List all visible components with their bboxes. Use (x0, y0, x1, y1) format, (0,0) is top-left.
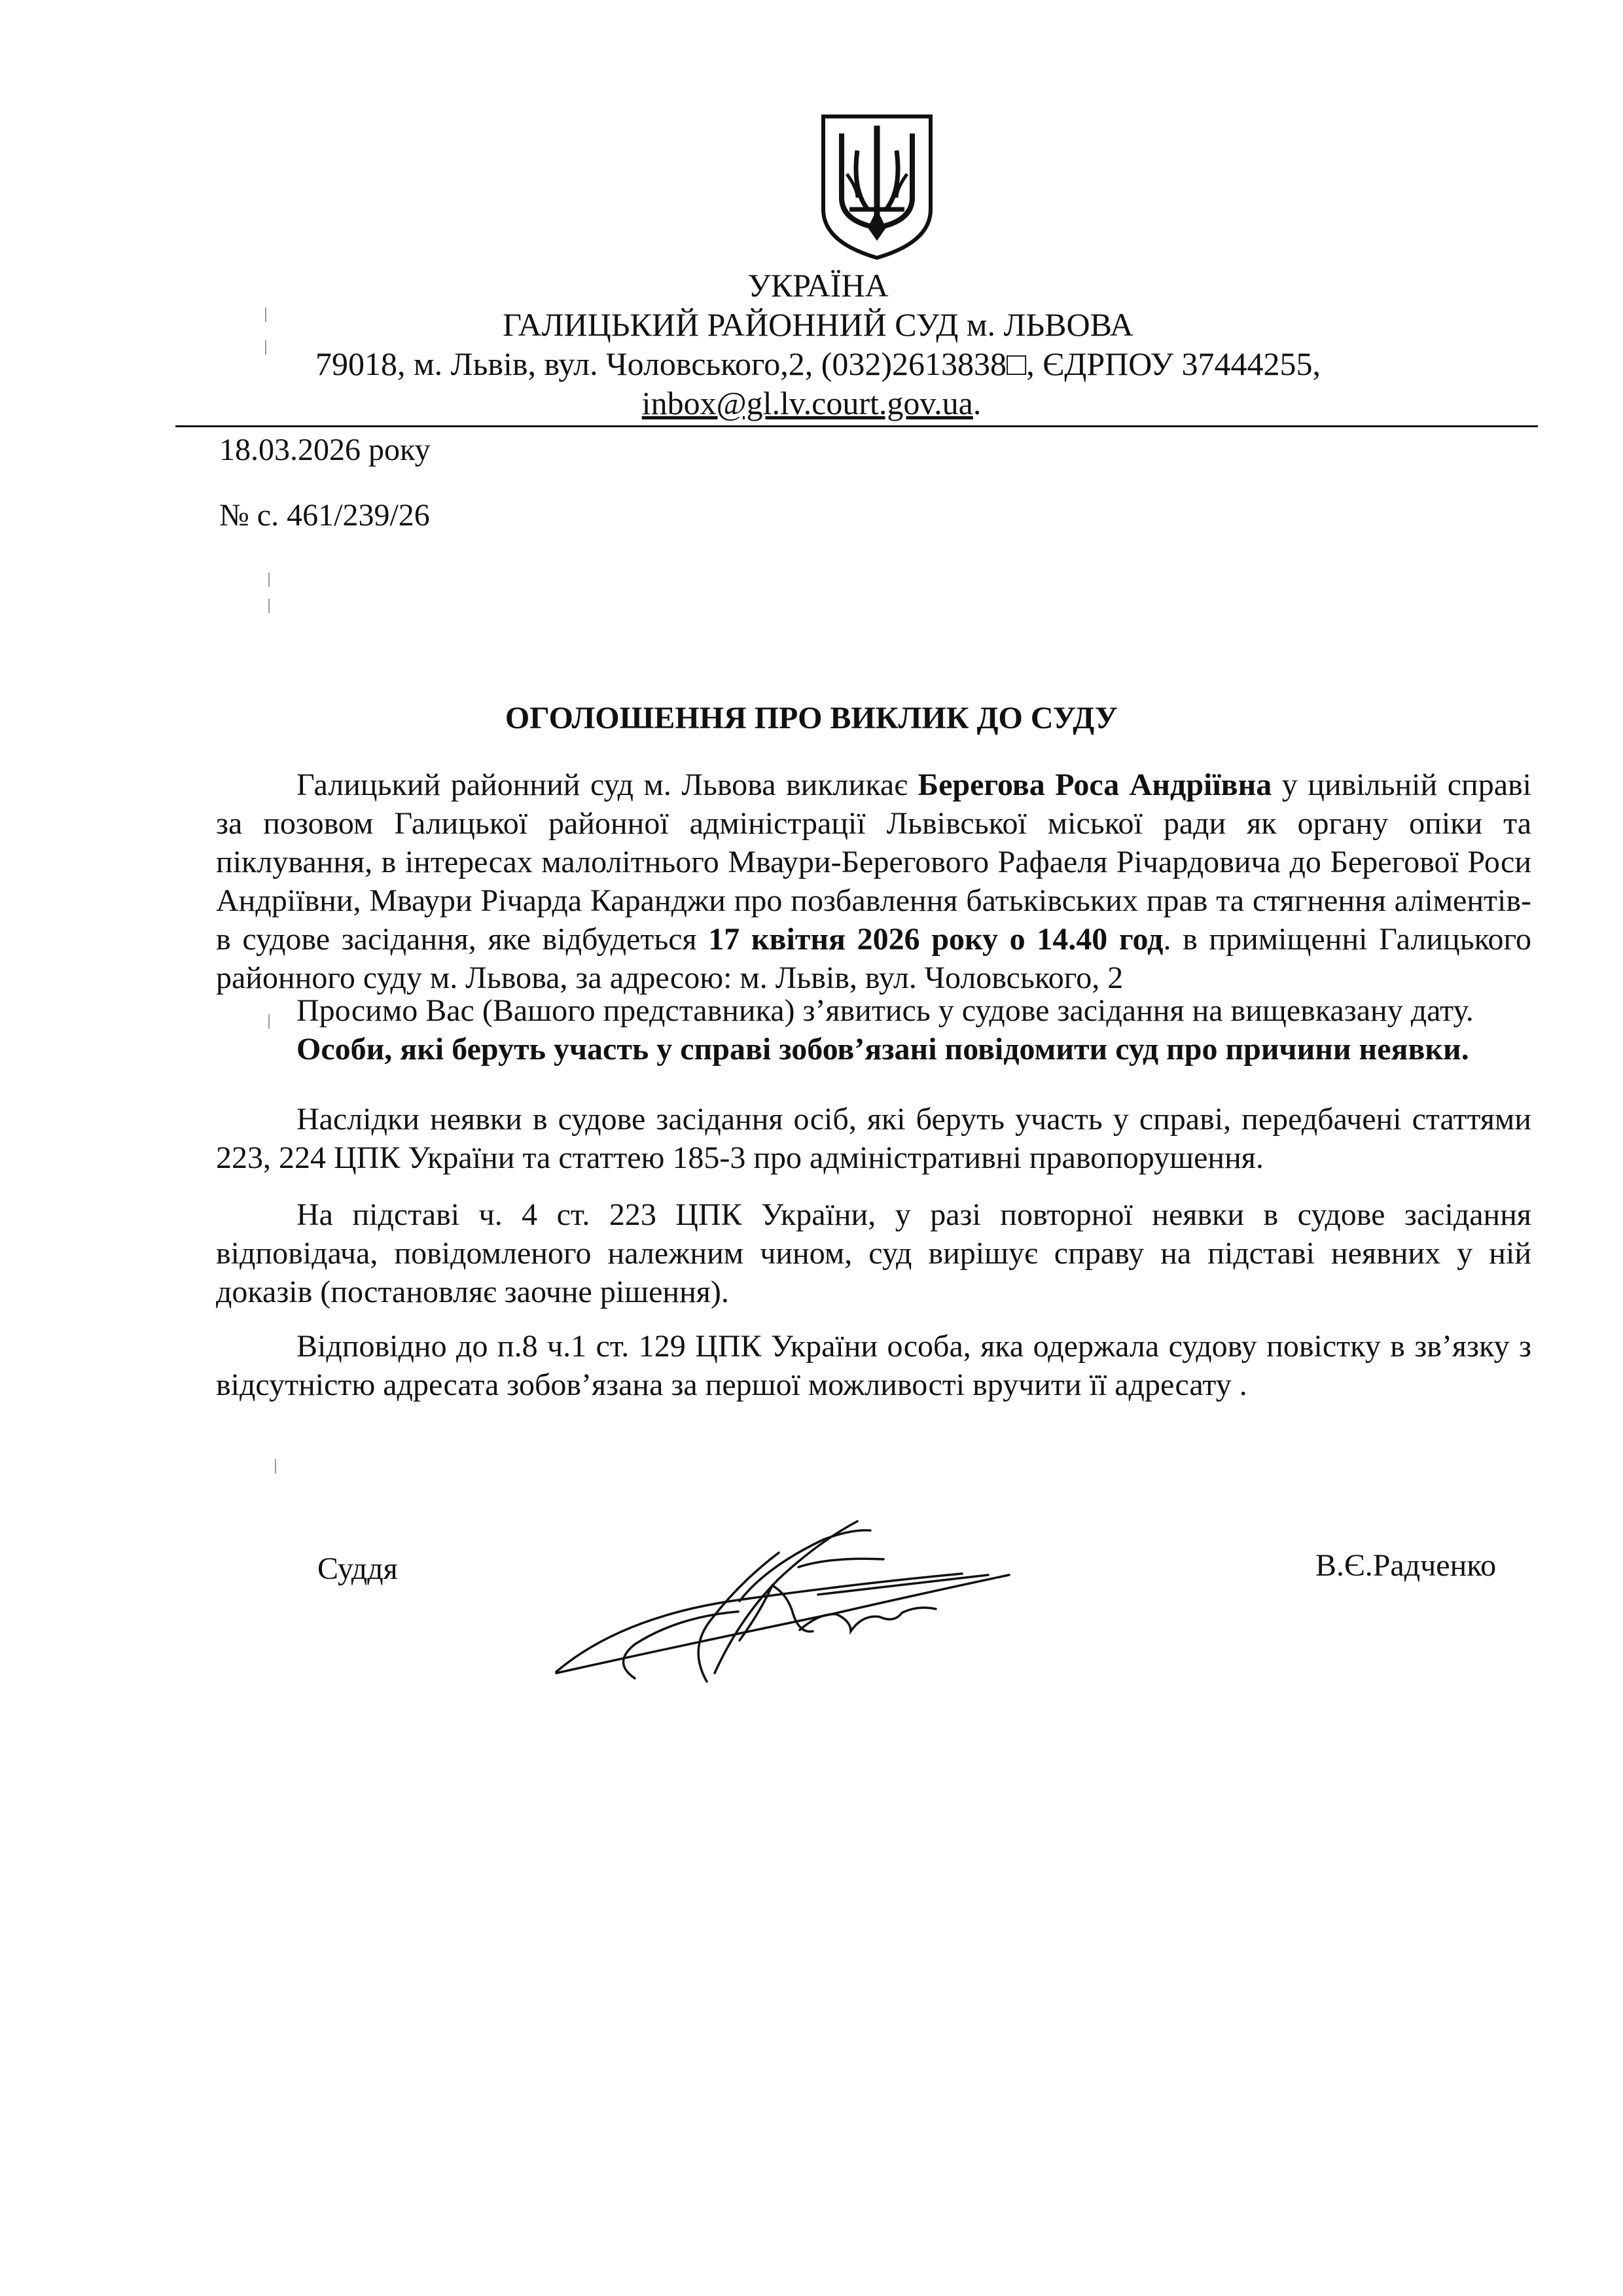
case-number: № с. 461/239/26 (219, 498, 430, 533)
court-email-line (0, 385, 1623, 421)
scan-mark (265, 340, 266, 355)
p1-part-a: Галицький районний суд м. Львова викликає (296, 768, 918, 802)
paragraph-consequences: Наслідки неявки в судове засідання осіб, які беруть участь у справі, передбачені статтями 223, 224 ЦПК України та статтею 185-3 про адміністративні правопорушення. (216, 1102, 1531, 1175)
p1-part-c: у цивільній справі за позовом Галицької районної адміністрації Львівської міської ради як органу опіки та піклування, в інтересах малолітнього Мваури-Берегового Рафаеля Річардовича до Берегової Роси Андріївни, Мваури Річарда Каранджи про позбавлення батьківських прав та стягнення аліментів- в судове засідання, яке відбудеться (216, 768, 1531, 957)
header-divider (175, 425, 1538, 427)
obligation-text: Особи, які беруть участь у справі зобов’язані повідомити суд про причини неявки. (296, 1032, 1469, 1067)
signer-role: Суддя (317, 1551, 398, 1586)
paragraph-delivery: Відповідно до п.8 ч.1 ст. 129 ЦПК України особа, яка одержала судову повістку в зв’язку з відсутністю адресата зобов’язана за першої можливості вручити її адресату . (216, 1329, 1531, 1402)
scan-mark (268, 573, 270, 587)
signer-name: В.Є.Радченко (1315, 1548, 1497, 1583)
paragraph-summons (216, 766, 1531, 997)
court-name: ГАЛИЦЬКИЙ РАЙОННИЙ СУД м. ЛЬВОВА (503, 306, 1133, 343)
paragraph-repeat-absence: На підставі ч. 4 ст. 223 ЦПК України, у разі повторної неявки в судове засідання відповідача, повідомленого належним чином, суд вирішує справу на підставі неявних у ній доказів (постановляє заочне рішення). (216, 1197, 1531, 1309)
summoned-person: Берегова Роса Андріївна (918, 768, 1272, 802)
country-name: УКРАЇНА (747, 267, 889, 304)
paragraph-obligation (216, 1030, 1531, 1069)
paragraph-request: Просимо Вас (Вашого представника) з’явитись у судове засідання на вищевказану дату. (296, 993, 1474, 1028)
scan-mark (265, 308, 266, 322)
coat-of-arms-icon (818, 111, 936, 262)
hearing-datetime: 17 квітня 2026 року о 14.40 год (708, 922, 1164, 957)
court-address: 79018, м. Львів, вул. Чоловського,2, (032)2613838□, ЄДРПОУ 37444255, (315, 345, 1321, 382)
scan-mark (268, 1014, 270, 1029)
email-period: . (972, 385, 982, 421)
document-date: 18.03.2026 року (219, 433, 431, 467)
scan-mark (268, 599, 270, 613)
handwritten-signature (543, 1502, 1014, 1691)
scan-mark (275, 1459, 276, 1474)
court-email[interactable]: inbox@gl.lv.court.gov.ua (641, 385, 973, 421)
p1-part-e: . в приміщенні Галицького районного суду м. Львова, за адресою: м. Львів, вул. Чоловського, 2 (216, 922, 1532, 995)
document-title: ОГОЛОШЕННЯ ПРО ВИКЛИК ДО СУДУ (505, 701, 1118, 735)
